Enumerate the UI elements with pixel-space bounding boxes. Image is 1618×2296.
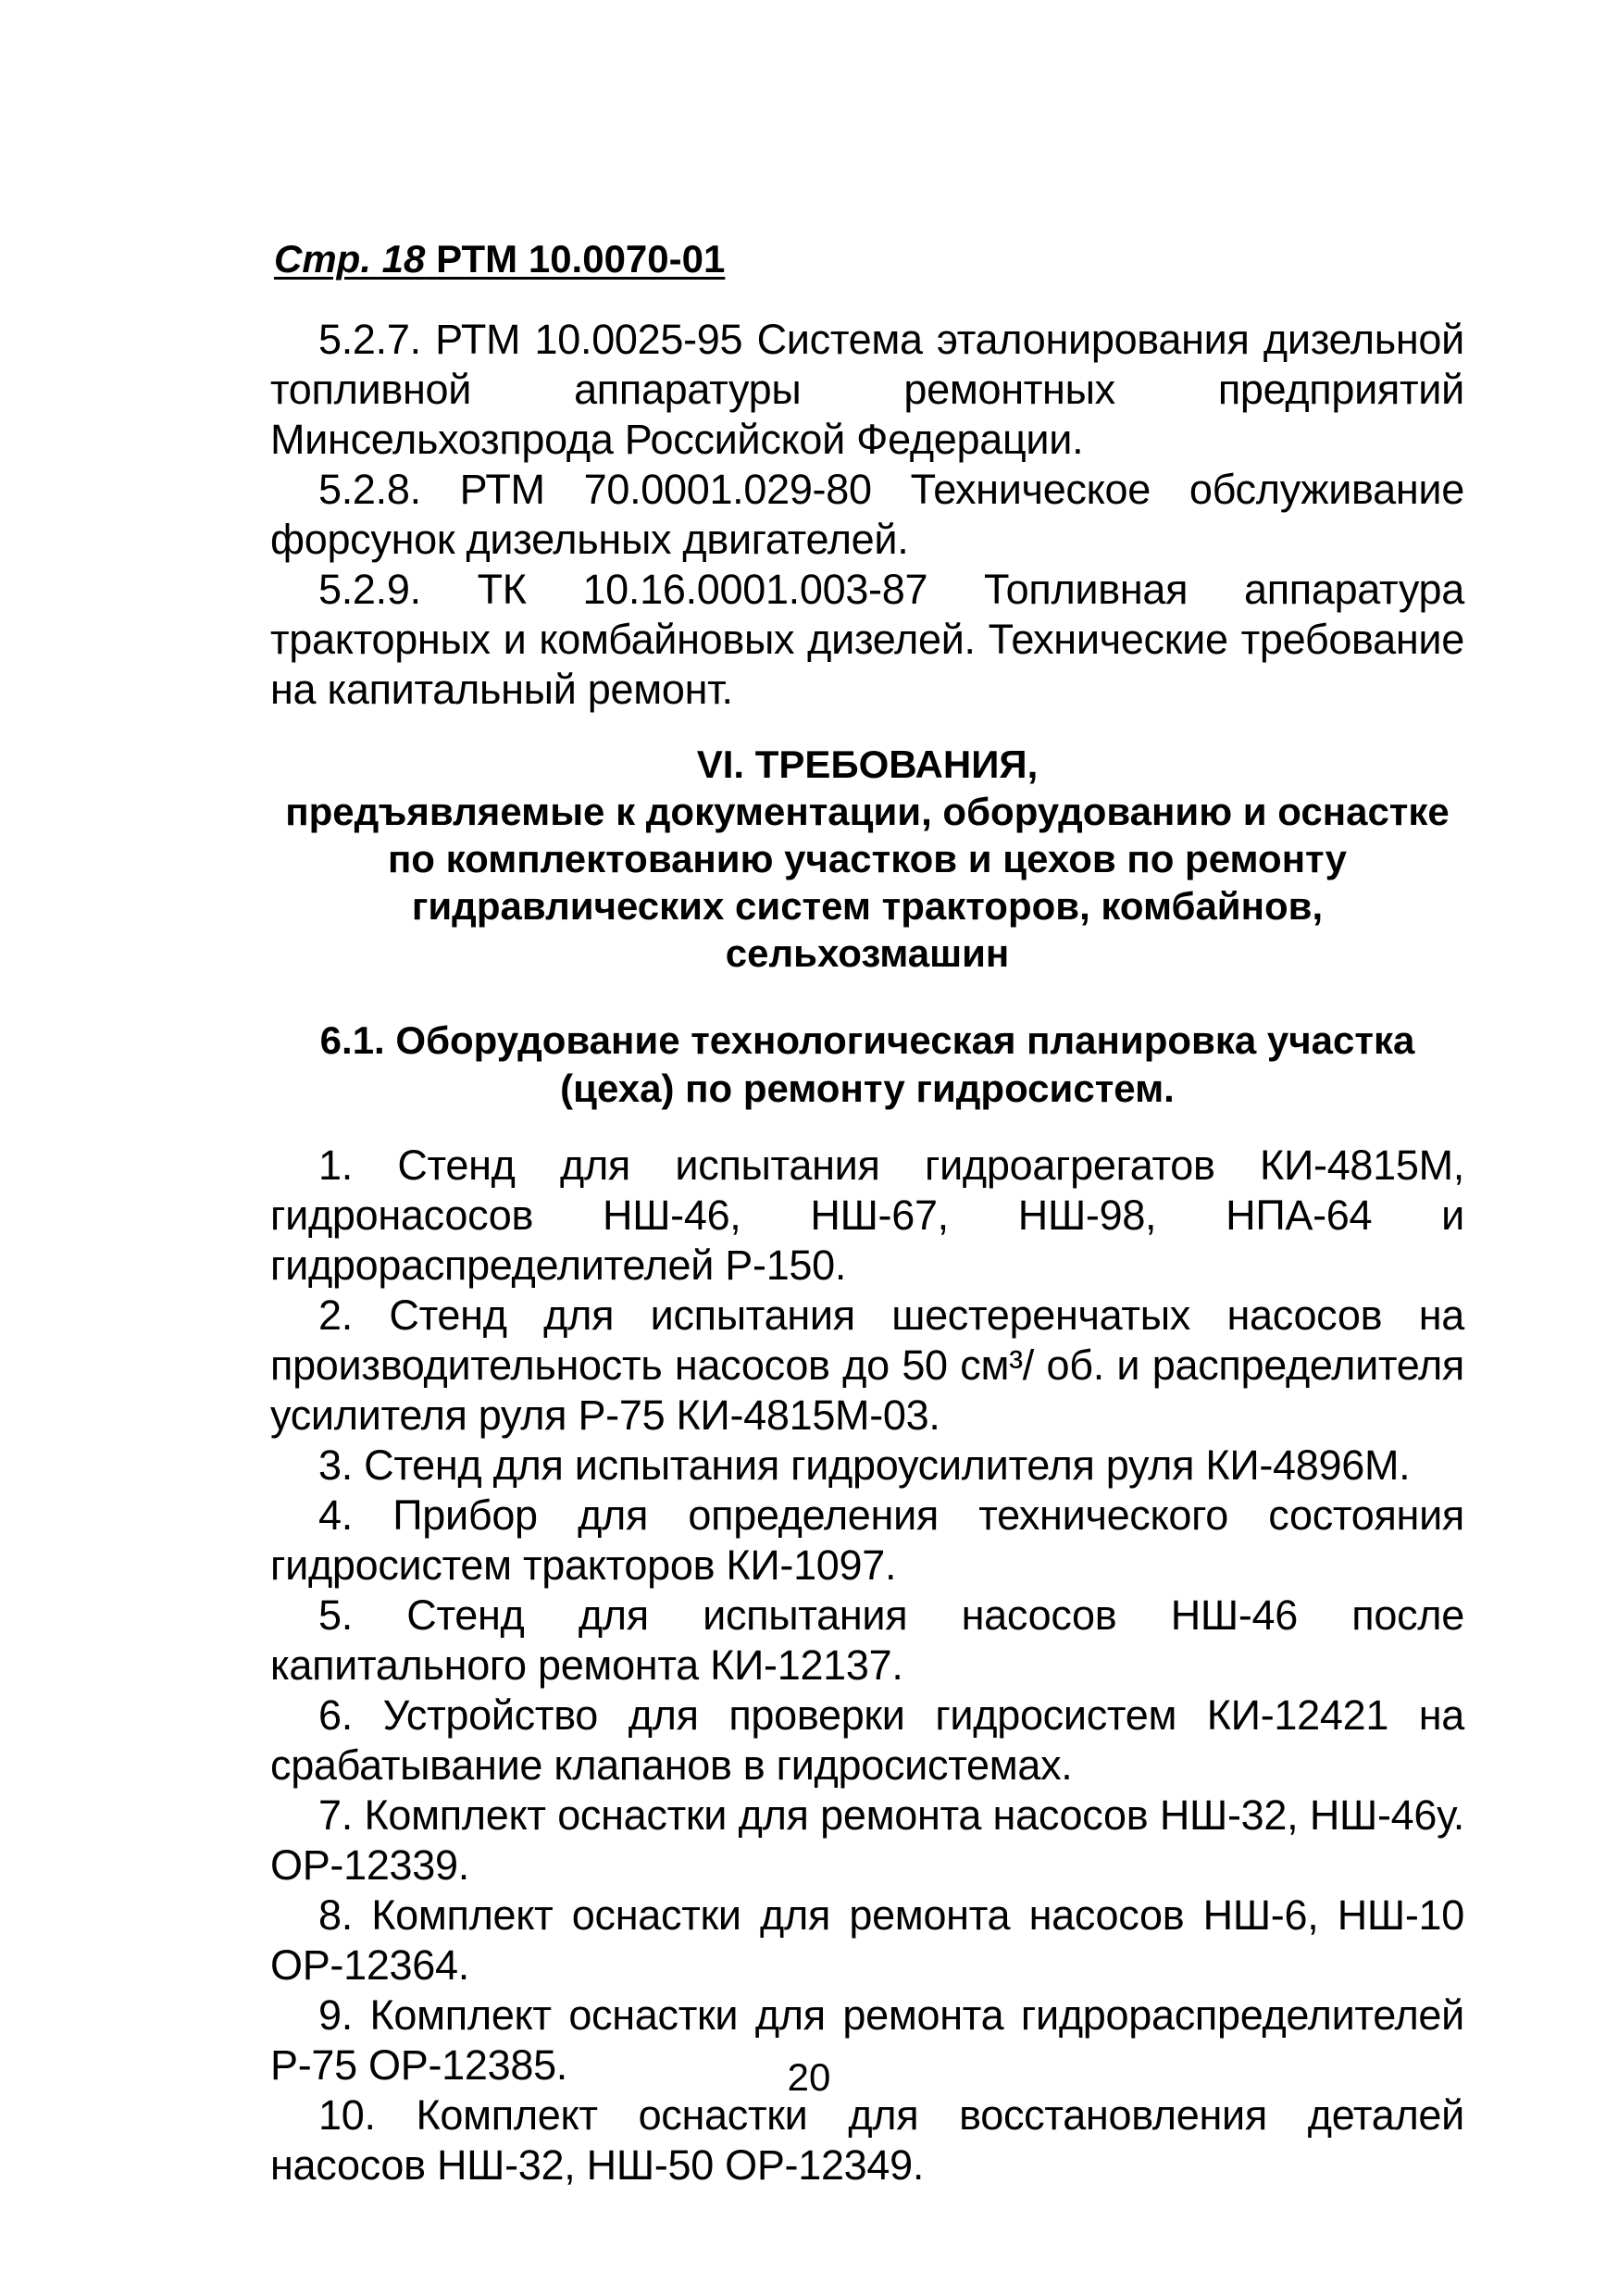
section-title-line: предъявляемые к документации, оборудованию и оснастке bbox=[285, 790, 1450, 833]
list-item: 7. Комплект оснастки для ремонта насосов НШ-32, НШ-46у. ОР-12339. bbox=[270, 1791, 1464, 1889]
page-number: 20 bbox=[787, 2055, 831, 2099]
reference-item: 5.2.7. РТМ 10.0025-95 Система эталонирования дизельной топливной аппаратуры ремонтных предприятий Минсельхозпрода Российской Федерации. bbox=[270, 316, 1464, 463]
list-item: 4. Прибор для определения технического состояния гидросистем тракторов КИ-1097. bbox=[270, 1491, 1464, 1589]
reference-item: 5.2.8. РТМ 70.0001.029-80 Техническое обслуживание форсунок дизельных двигателей. bbox=[270, 466, 1464, 563]
reference-item: 5.2.9. ТК 10.16.0001.003-87 Топливная аппаратура тракторных и комбайновых дизелей. Технические требование на капитальный ремонт. bbox=[270, 566, 1464, 713]
list-item: 3. Стенд для испытания гидроусилителя руля КИ-4896М. bbox=[318, 1441, 1411, 1489]
list-item: 6. Устройство для проверки гидросистем КИ-12421 на срабатывание клапанов в гидросистемах. bbox=[270, 1691, 1464, 1789]
list-item: 10. Комплект оснастки для восстановления деталей насосов НШ-32, НШ-50 ОР-12349. bbox=[270, 2091, 1464, 2189]
header-doc-code: РТМ 10.0070-01 bbox=[436, 237, 726, 281]
section-title-line: по комплектованию участков и цехов по ремонту bbox=[387, 837, 1348, 880]
list-item: 1. Стенд для испытания гидроагрегатов КИ-4815М, гидронасосов НШ-46, НШ-67, НШ-98, НПА-64 и гидрораспределителей Р-150. bbox=[270, 1142, 1464, 1289]
section-title-line: гидравлических систем тракторов, комбайнов, bbox=[411, 884, 1324, 928]
subsection-title bbox=[270, 1017, 1464, 1113]
list-item: 8. Комплект оснастки для ремонта насосов НШ-6, НШ-10 ОР-12364. bbox=[270, 1891, 1464, 1989]
list-item: 5. Стенд для испытания насосов НШ-46 после капитального ремонта КИ-12137. bbox=[270, 1591, 1464, 1689]
page-header bbox=[274, 237, 725, 281]
section-title bbox=[270, 741, 1464, 977]
section-title-line: VI. ТРЕБОВАНИЯ, bbox=[696, 742, 1039, 786]
references-list bbox=[270, 315, 1464, 715]
section-title-line: сельхозмашин bbox=[725, 931, 1010, 975]
list-item: 9. Комплект оснастки для ремонта гидрораспределителей Р-75 ОР-12385. bbox=[270, 1991, 1464, 2089]
subsection-title-line: (цеха) по ремонту гидросистем. bbox=[560, 1067, 1175, 1110]
subsection-title-line: 6.1. Оборудование технологическая планировка участка bbox=[319, 1018, 1415, 1062]
header-page-ref: Стр. 18 bbox=[274, 237, 426, 281]
list-item: 2. Стенд для испытания шестеренчатых насосов на производительность насосов до 50 см³/ об. и распределителя усилителя руля Р-75 КИ-4815М-03. bbox=[270, 1292, 1464, 1439]
equipment-list bbox=[270, 1141, 1464, 2190]
